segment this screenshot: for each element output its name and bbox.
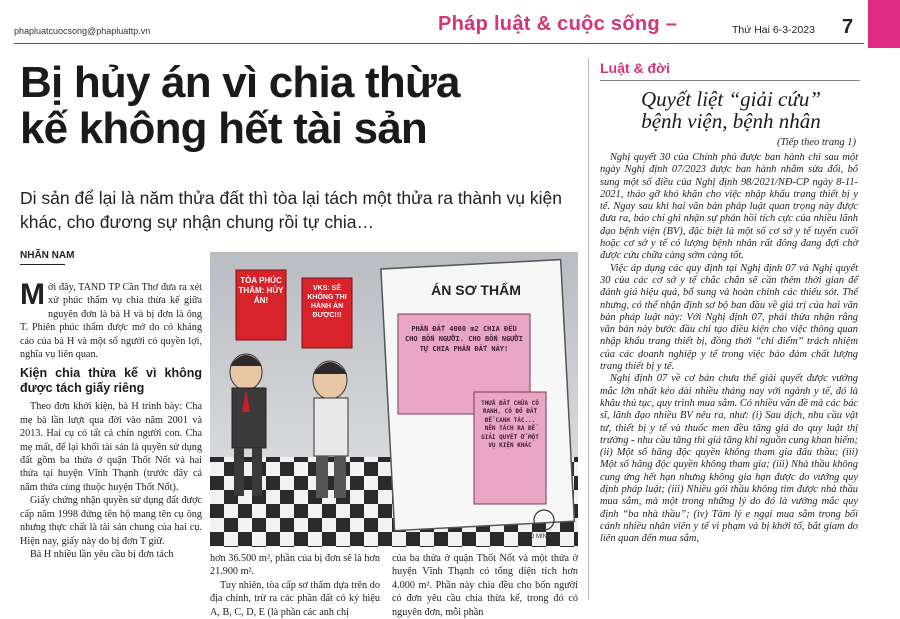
article-lead: Di sản để lại là năm thửa đất thì tòa lại tách một thửa ra thành vụ kiện khác, cho đương sự nhận chung rồi tự chia… xyxy=(20,188,562,232)
article-column-1 xyxy=(20,278,202,561)
article-column-2 xyxy=(210,552,380,619)
paragraph: Giấy chứng nhận quyền sử dụng đất được cấp năm 1998 đứng tên hộ mang tên cụ ông nhưng thực chất là tài sản chung của hai cụ. Hiện nay, giấy này do bị đơn T giữ. xyxy=(20,495,202,547)
paragraph: hơn 36.500 m², phần của bị đơn sẽ là hơn 21.900 m². xyxy=(210,553,380,578)
headline-line-2: kế không hết tài sản xyxy=(20,104,427,153)
byline: NHÃN NAM xyxy=(20,250,75,261)
cartoon-illustration xyxy=(210,252,578,547)
note-verdict-2: THỬA ĐẤT CHỨA CÓ RANH, CÓ ĐÓ ĐẤT ĐỂ CANH TÁC... NÊN TÁCH RA ĐỂ GIẢI QUYẾT Ở MỘT VỤ KIỆN KHÁC xyxy=(481,400,539,450)
paragraph: Nghị định 07 về cơ bản chưa thể giải quyết được vướng mắc lớn nhất kéo dài nhiều tháng nay với ngành y tế, đó là khâu thủ tục, quy trình mua sắm. Có nhiều vấn đề mà các bác sĩ, lãnh đạo nhiều BV nêu ra, như: (i) Sau dịch, nhu cầu vật tư, thiết bị y tế và thuốc men đều tăng giá do quy luật thị trường - nhu cầu tăng thì giá tăng khi nguồn cung khan hiếm; (ii) Một số hãng độc quyền không tham gia đấu thầu; (iii) Một số hãng độc quyền không tham gia; (iii) Nhà thầu không cung ứng hết hạn nhưng không gia hạn được do vướng quy định pháp luật; (iii) Nhiều gói thầu không tìm được nhà thầu mua sắm, mà một trong những lý do đó là vướng mắc quy định “ba nhà thầu”; (iv) Tâm lý e ngại mua sắm trong bối cảnh nhiều nhân viên y tế vi phạm và bị khởi tố, bắt giam do liên quan đến mua sắm, xyxy=(600,373,858,545)
paragraph: Tuy nhiên, tòa cấp sơ thẩm dựa trên do địa chính, trừ ra các phần đất có ký hiệu A, B, C, D, E (là phần các anh chị xyxy=(210,579,380,618)
section-title: Pháp luật & cuộc sống – xyxy=(438,13,678,35)
sidebar-section-rule xyxy=(600,80,860,81)
paragraph: ới đây, TAND TP Cần Thơ đưa ra xét xử phúc thẩm vụ chia thừa kế giữa nguyên đơn là bà H và bị đơn là ông T. Phiên phúc thẩm được mở do có kháng cáo của bà H và một số người có quyền lợi, nghĩa vụ liên quan. xyxy=(20,282,202,361)
article-column-3 xyxy=(392,552,578,619)
sidebar-section-label: Luật & đời xyxy=(600,60,670,76)
sidebar-title-line-2: bệnh viện, bệnh nhân xyxy=(641,109,821,133)
issue-date: Thứ Hai 6-3-2023 xyxy=(732,24,815,36)
paragraph: Bà H nhiều lần yêu cầu bị đơn tách xyxy=(30,548,174,560)
sidebar-title xyxy=(600,88,862,132)
artist-signature: TÔ MINH xyxy=(526,534,552,540)
board-title: ÁN SƠ THẨM xyxy=(431,282,521,298)
header-color-block xyxy=(868,0,900,48)
sign-appeal-court: TÒA PHÚC THẨM: HỦY ÁN! xyxy=(238,276,284,305)
column-divider xyxy=(588,58,589,600)
continued-note: (Tiếp theo trang 1) xyxy=(776,137,856,148)
sidebar-body xyxy=(600,152,858,546)
sign-procuracy: VKS: SẼ KHÔNG THI HÀNH ÁN ĐƯỢC!!! xyxy=(307,285,347,319)
page-number: 7 xyxy=(842,16,854,38)
byline-underline xyxy=(20,264,65,265)
article-subheading: Kiện chia thừa kế vì không được tách giấy riêng xyxy=(20,366,202,396)
header-divider xyxy=(14,43,864,44)
paragraph: Việc áp dụng các quy định tại Nghị định 07 và Nghị quyết 30 của các cơ sở y tế chắc chắn sẽ cần thêm thời gian để đánh giá hiệu quả, bổ sung và hoàn chỉnh các thiếu sót. Thế nhưng, có thể nhận định sơ bộ ban đầu về giá trị của hai văn bản pháp luật này: Với Nghị định 07, phải thừa nhận rằng văn bản này bước đầu chỉ tạo điều kiện cho việc thông quan nhập khẩu trang thiết bị, đồng thời “chỉ điểm” trách nhiệm của các doanh nghiệp y tế trong việc bảo đảm chất lượng trang thiết bị y tế. xyxy=(600,262,858,373)
drop-cap: M xyxy=(20,278,45,311)
paragraph: của ba thửa ở quận Thốt Nốt và một thửa ở huyện Vĩnh Thạnh có tổng diện tích hơn 4.000 m². Phần này chia đều cho bốn người có đơn yêu cầu chia thừa kế, trong đó có nguyên đơn, mỗi phần xyxy=(392,553,578,618)
headline-line-1: Bị hủy án vì chia thừa xyxy=(20,58,460,107)
paragraph: Nghị quyết 30 của Chính phủ được ban hành chỉ sau một ngày Nghị định 07/2023 được ban hành nhằm sửa đổi, bổ sung một số điều của Nghị định 98/2021/NĐ-CP ngày 8-11-2021, tháo gỡ khó khăn cho việc nhập khẩu trang thiết bị y tế. Ngay sau khi hai văn bản pháp luật quan trọng này được đưa ra, báo chí ghi nhận sự phản hồi tích cực của nhiều lãnh đạo bệnh viện (BV), đặc biệt là một số cơ sở y tế tuyến cuối hoặc cơ sở y tế có lượng bệnh nhân rất đông đang đợi chờ được cứu chữa càng sớm càng tốt. xyxy=(600,152,858,262)
paragraph: Theo đơn khởi kiện, bà H trình bày: Cha mẹ bà lần lượt qua đời vào năm 2001 và 2013. Hai cụ có tất cả chín người con. Cha mẹ mất, để lại khối tài sản là quyền sử dụng đất gồm ba thửa ở quận Thốt Nốt và hai thửa tại huyện Vĩnh Thạnh (trước đây cả năm thửa cùng thuộc huyện Thốt Nốt). xyxy=(20,401,202,493)
header-email: phapluatcuocsong@phapluattp.vn xyxy=(14,26,151,36)
sidebar-title-line-1: Quyết liệt “giải cứu” xyxy=(640,87,822,111)
article-headline xyxy=(20,60,580,152)
note-verdict-1: PHẦN ĐẤT 4000 m2 CHIA ĐỀU CHO BỐN NGƯỜI. CHO BỐN NGƯỜI TỰ CHIA PHẦN ĐẤT NÀY! xyxy=(404,325,523,353)
